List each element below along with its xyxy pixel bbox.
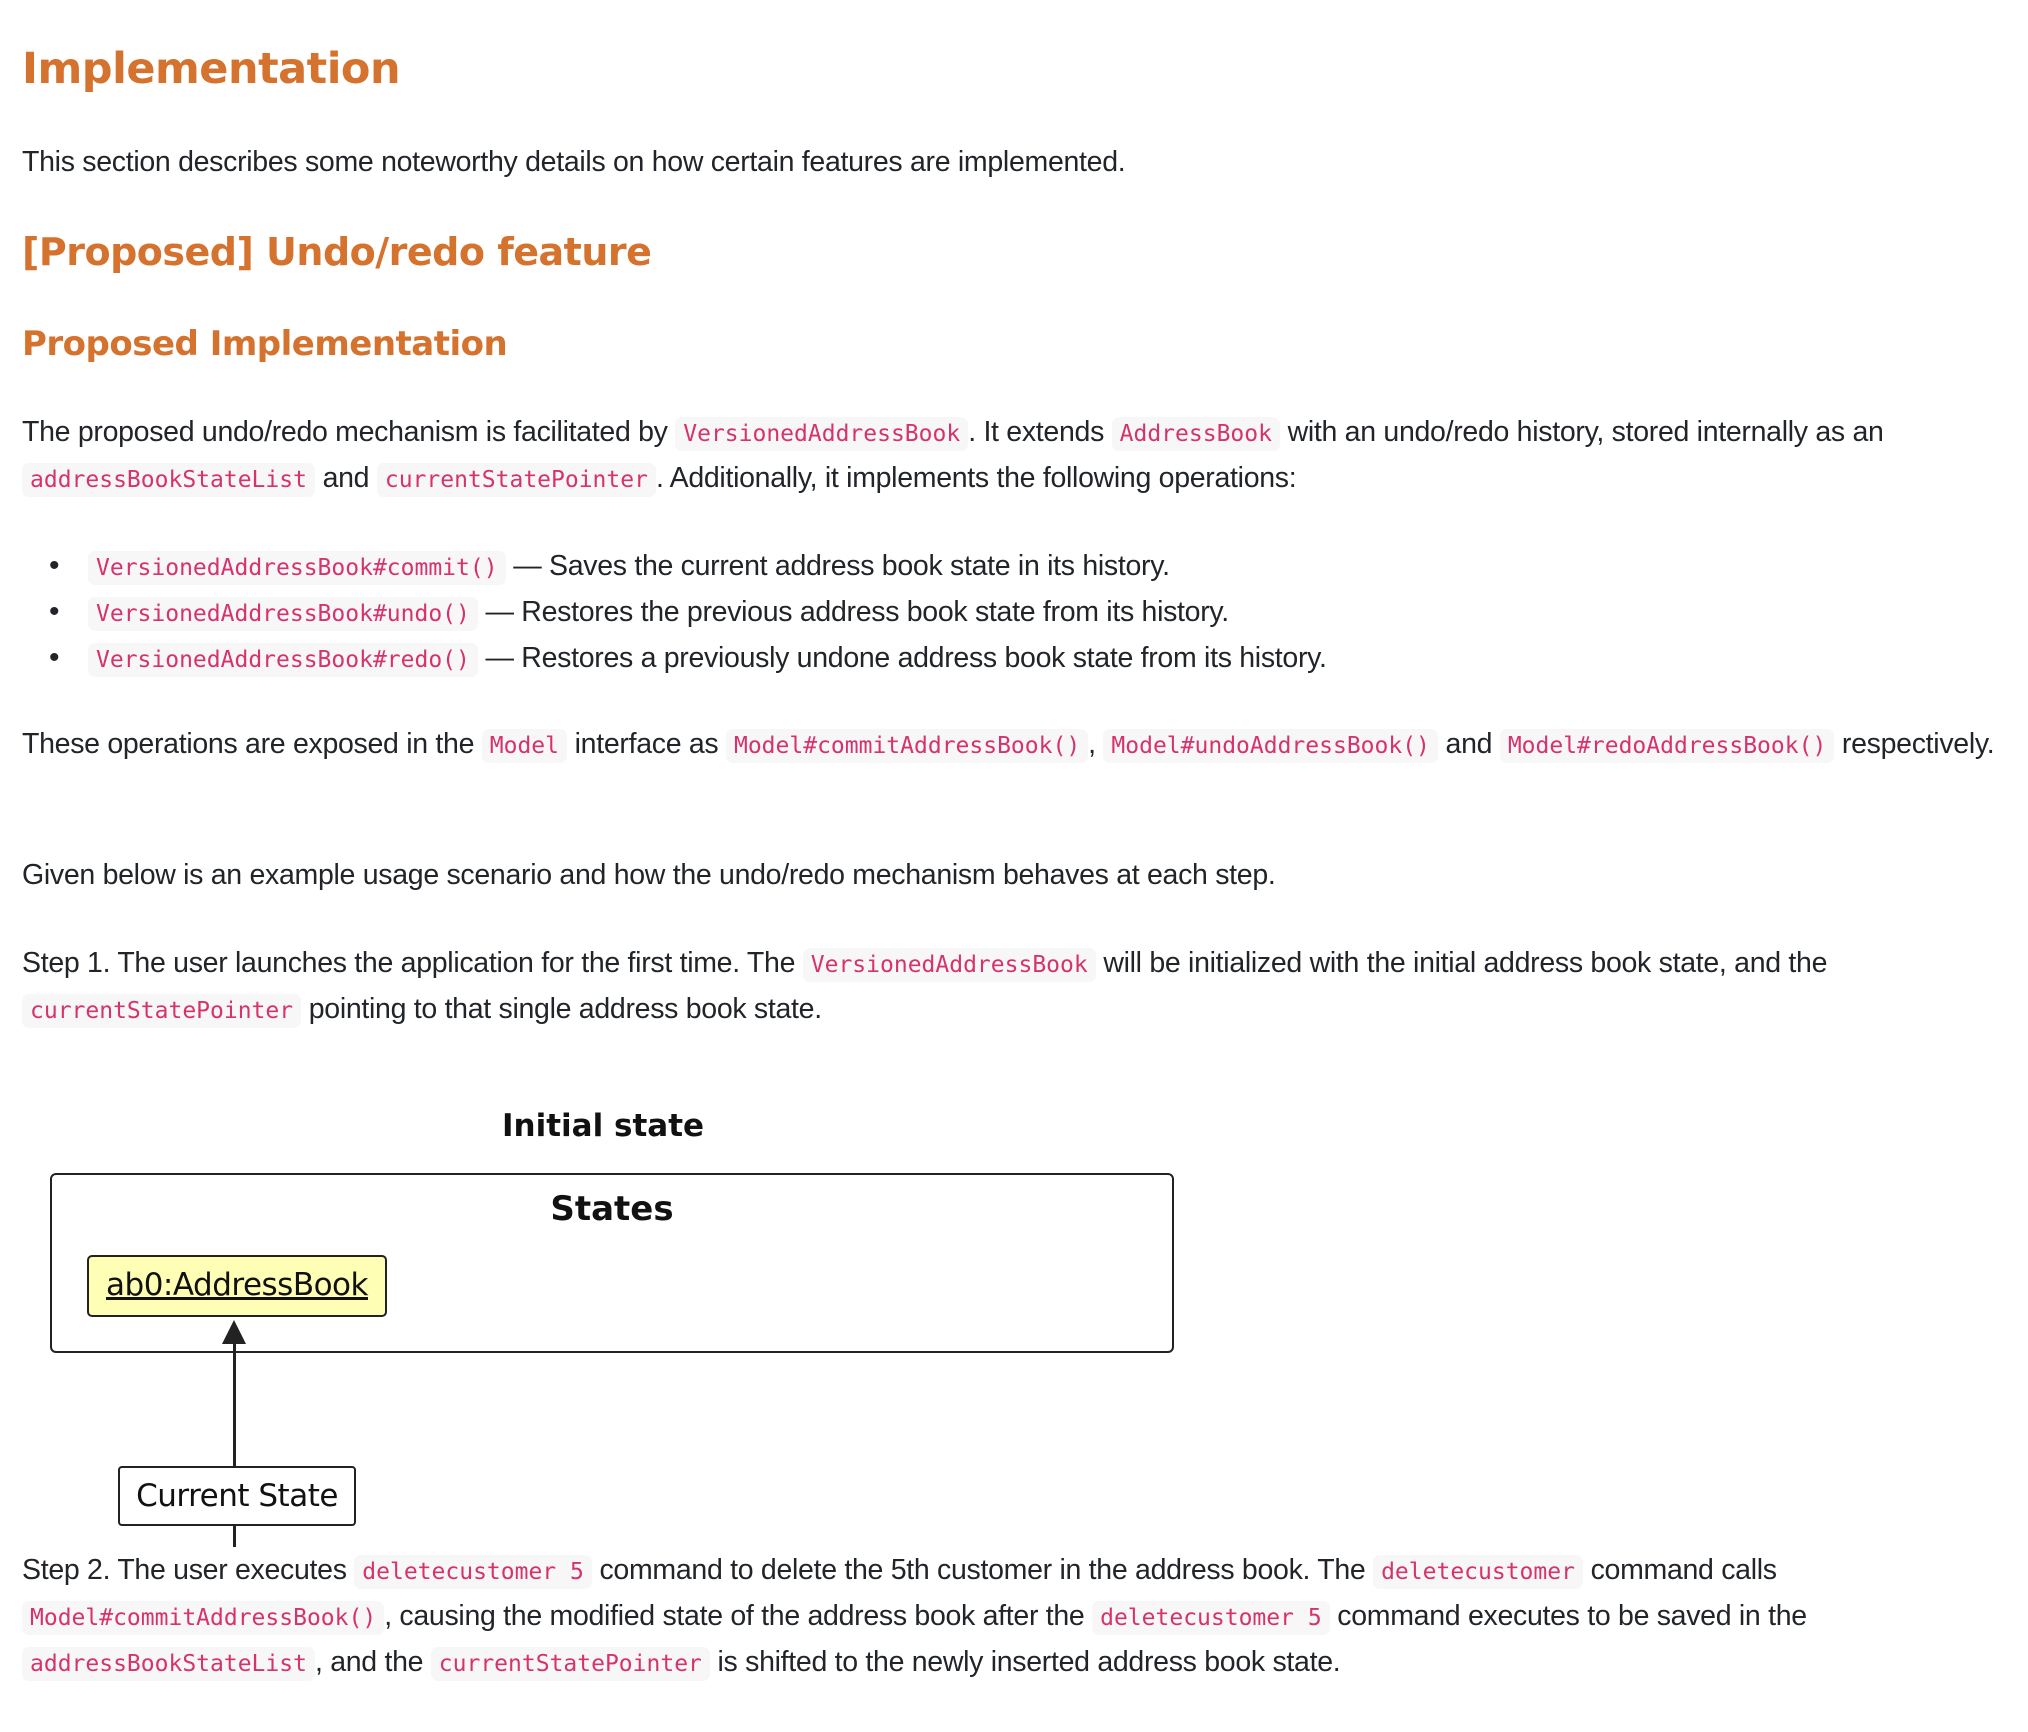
code-address-book-state-list: addressBookStateList: [22, 1647, 315, 1681]
text-run: command calls: [1582, 1554, 1777, 1586]
text-run: These operations are exposed in the: [22, 728, 482, 760]
address-book-object: [87, 1255, 387, 1317]
bullet-icon: •: [49, 595, 60, 628]
model-interface-paragraph: [22, 722, 2012, 768]
text-run: and: [1437, 728, 1500, 760]
mechanism-paragraph: [22, 410, 2012, 502]
address-book-object-label: ab0:AddressBook: [106, 1267, 368, 1303]
code-current-state-pointer: currentStatePointer: [377, 463, 656, 497]
code-current-state-pointer: currentStatePointer: [431, 1647, 710, 1681]
code-redo-address-book: Model#redoAddressBook(): [1500, 729, 1835, 763]
scenario-paragraph: Given below is an example usage scenario and how the undo/redo mechanism behaves at each step.: [22, 859, 1276, 891]
code-address-book-state-list: addressBookStateList: [22, 463, 315, 497]
operation-description: — Restores a previously undone address book state from its history.: [477, 642, 1327, 674]
text-run: . It extends: [968, 416, 1112, 448]
section-heading-undo-redo: [Proposed] Undo/redo feature: [22, 230, 652, 274]
text-run: and: [314, 462, 377, 494]
code-current-state-pointer: currentStatePointer: [22, 994, 301, 1028]
section-heading-implementation: Implementation: [22, 44, 401, 94]
bullet-icon: •: [49, 641, 60, 674]
code-commit: VersionedAddressBook#commit(): [88, 551, 506, 585]
code-versioned-address-book: VersionedAddressBook: [803, 948, 1096, 982]
states-container: [50, 1173, 1174, 1353]
initial-state-diagram: [22, 1080, 1222, 1540]
code-versioned-address-book: VersionedAddressBook: [675, 417, 968, 451]
text-run: pointing to that single address book state.: [301, 993, 822, 1025]
code-redo: VersionedAddressBook#redo(): [88, 643, 478, 677]
operation-description: — Restores the previous address book state from its history.: [477, 596, 1229, 628]
code-deletecustomer: deletecustomer: [1373, 1555, 1583, 1589]
code-commit-address-book: Model#commitAddressBook(): [726, 729, 1088, 763]
list-item: [22, 544, 1327, 590]
text-run: , and the: [314, 1646, 431, 1678]
diagram-title: Initial state: [502, 1108, 705, 1144]
code-deletecustomer-5: deletecustomer 5: [354, 1555, 592, 1589]
step2-paragraph: [22, 1548, 2012, 1686]
bullet-icon: •: [49, 549, 60, 582]
intro-paragraph: This section describes some noteworthy details on how certain features are implemented.: [22, 146, 1126, 178]
text-run: Step 1. The user launches the application for the first time. The: [22, 947, 803, 979]
step1-paragraph: [22, 941, 2012, 1033]
code-deletecustomer-5: deletecustomer 5: [1092, 1601, 1330, 1635]
text-run: with an undo/redo history, stored internally as an: [1279, 416, 1884, 448]
current-state-box: [118, 1466, 356, 1526]
current-state-label: Current State: [136, 1478, 338, 1514]
text-run: interface as: [567, 728, 726, 760]
section-heading-proposed-implementation: Proposed Implementation: [22, 324, 508, 364]
text-run: , causing the modified state of the address book after the: [384, 1600, 1093, 1632]
code-address-book: AddressBook: [1112, 417, 1280, 451]
code-undo-address-book: Model#undoAddressBook(): [1103, 729, 1438, 763]
operations-list: [22, 544, 1327, 682]
arrow-up-icon: [222, 1320, 246, 1344]
text-run: will be initialized with the initial address book state, and the: [1095, 947, 1828, 979]
states-label: States: [550, 1189, 674, 1229]
list-item: [22, 636, 1327, 682]
text-run: is shifted to the newly inserted address book state.: [709, 1646, 1341, 1678]
text-run: respectively.: [1834, 728, 1995, 760]
text-run: command to delete the 5th customer in the address book. The: [591, 1554, 1374, 1586]
text-run: . Additionally, it implements the following operations:: [655, 462, 1297, 494]
code-undo: VersionedAddressBook#undo(): [88, 597, 478, 631]
text-run: command executes to be saved in the: [1329, 1600, 1807, 1632]
text-run: ,: [1088, 728, 1104, 760]
code-commit-address-book: Model#commitAddressBook(): [22, 1601, 384, 1635]
text-run: Step 2. The user executes: [22, 1554, 355, 1586]
operation-description: — Saves the current address book state in its history.: [505, 550, 1170, 582]
text-run: The proposed undo/redo mechanism is facilitated by: [22, 416, 676, 448]
list-item: [22, 590, 1327, 636]
code-model: Model: [482, 729, 567, 763]
